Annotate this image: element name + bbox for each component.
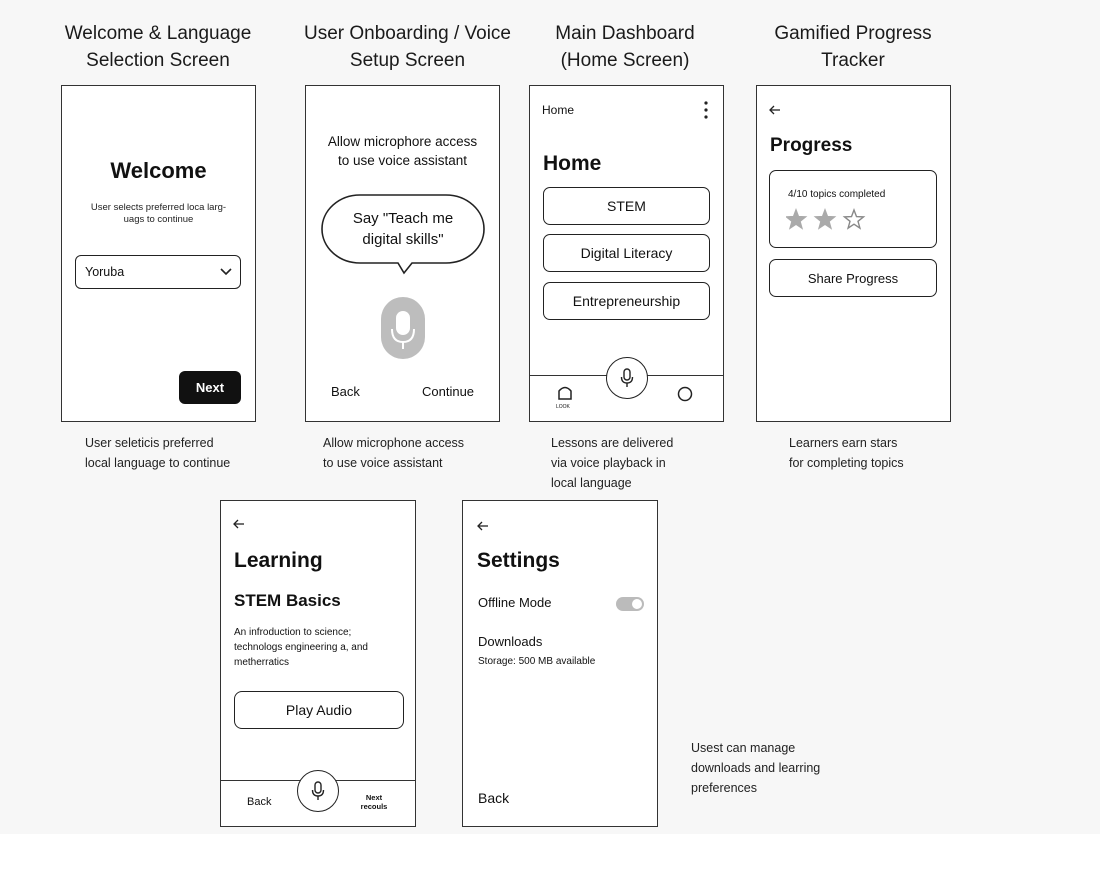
back-arrow-icon[interactable] <box>769 105 781 115</box>
home-caption: Lessons are delivered via voice playback in local language <box>551 436 674 490</box>
onboarding-heading: User Onboarding / Voice Setup Screen <box>303 23 511 71</box>
toggle-knob <box>632 599 642 609</box>
bottom-margin <box>0 834 1100 876</box>
home-icon[interactable] <box>557 384 573 400</box>
offline-mode-toggle[interactable] <box>616 597 644 611</box>
star-filled-icon <box>787 210 806 228</box>
topic-digital-literacy-button[interactable]: Digital Literacy <box>543 234 710 272</box>
topic-entrepreneurship-button[interactable]: Entrepreneurship <box>543 282 710 320</box>
home-mic-button[interactable] <box>606 357 648 399</box>
settings-title: Settings <box>477 549 560 572</box>
microphone-icon <box>311 781 325 801</box>
chevron-down-icon <box>220 268 232 276</box>
welcome-phone <box>61 85 256 422</box>
learning-phone <box>220 500 416 827</box>
back-arrow-icon[interactable] <box>477 521 489 531</box>
settings-caption: Usest can manage downloads and learring preferences <box>691 741 821 795</box>
star-empty-icon <box>845 210 864 228</box>
mic-access-prompt: Allow microphore access to use voice assistant <box>327 134 478 168</box>
learning-next-button[interactable]: Next recouls <box>360 793 388 811</box>
settings-phone <box>462 500 658 827</box>
onboarding-caption: Allow microphone access to use voice assistant <box>323 436 465 470</box>
learning-mic-button[interactable] <box>297 770 339 812</box>
share-progress-button[interactable]: Share Progress <box>769 259 937 297</box>
welcome-title: Welcome <box>110 158 207 183</box>
storage-text: Storage: 500 MB available <box>478 656 596 667</box>
progress-phone <box>756 85 951 422</box>
star-rating <box>786 208 876 232</box>
home-phone <box>529 85 724 422</box>
onboarding-continue-button[interactable]: Continue <box>422 384 475 399</box>
onboarding-phone <box>305 85 500 422</box>
settings-back-button[interactable]: Back <box>478 790 510 806</box>
onboarding-back-button[interactable]: Back <box>331 384 360 399</box>
progress-card <box>769 170 937 248</box>
play-audio-button[interactable]: Play Audio <box>234 691 404 729</box>
downloads-label: Downloads <box>478 634 543 649</box>
language-select[interactable] <box>75 255 241 289</box>
language-select-value: Yoruba <box>85 265 125 279</box>
home-topbar-label: Home <box>542 103 575 117</box>
more-vert-icon[interactable] <box>703 101 709 119</box>
lesson-title: STEM Basics <box>234 591 341 610</box>
learning-title: Learning <box>234 549 323 572</box>
home-tab-label: LOOK <box>556 404 570 410</box>
welcome-heading: Welcome & Language Selection Screen <box>64 23 252 71</box>
microphone-icon <box>620 368 634 388</box>
lesson-description: An infroduction to science; technologs engineering a, and metherratics <box>234 627 368 668</box>
home-title: Home <box>543 152 602 175</box>
topic-stem-button[interactable]: STEM <box>543 187 710 225</box>
star-filled-icon <box>816 210 835 228</box>
progress-caption: Learners earn stars for completing topics <box>789 436 904 470</box>
offline-mode-label: Offline Mode <box>478 595 552 610</box>
back-arrow-icon[interactable] <box>233 519 245 529</box>
next-button[interactable]: Next <box>179 371 241 404</box>
welcome-subtitle: User selects preferred loca larg- uags to continue <box>90 202 227 225</box>
topics-completed-text: 4/10 topics completed <box>788 189 886 200</box>
progress-heading: Gamified Progress Tracker <box>774 23 932 71</box>
home-heading: Main Dashboard (Home Screen) <box>555 23 695 71</box>
speech-bubble-text: Say "Teach me digital skills" <box>352 210 454 248</box>
circle-icon[interactable] <box>677 386 693 402</box>
learning-back-button[interactable]: Back <box>247 796 272 808</box>
microphone-icon[interactable] <box>381 297 425 359</box>
progress-title: Progress <box>770 135 853 156</box>
welcome-caption: User seleticis preferred local language to continue <box>85 436 231 470</box>
